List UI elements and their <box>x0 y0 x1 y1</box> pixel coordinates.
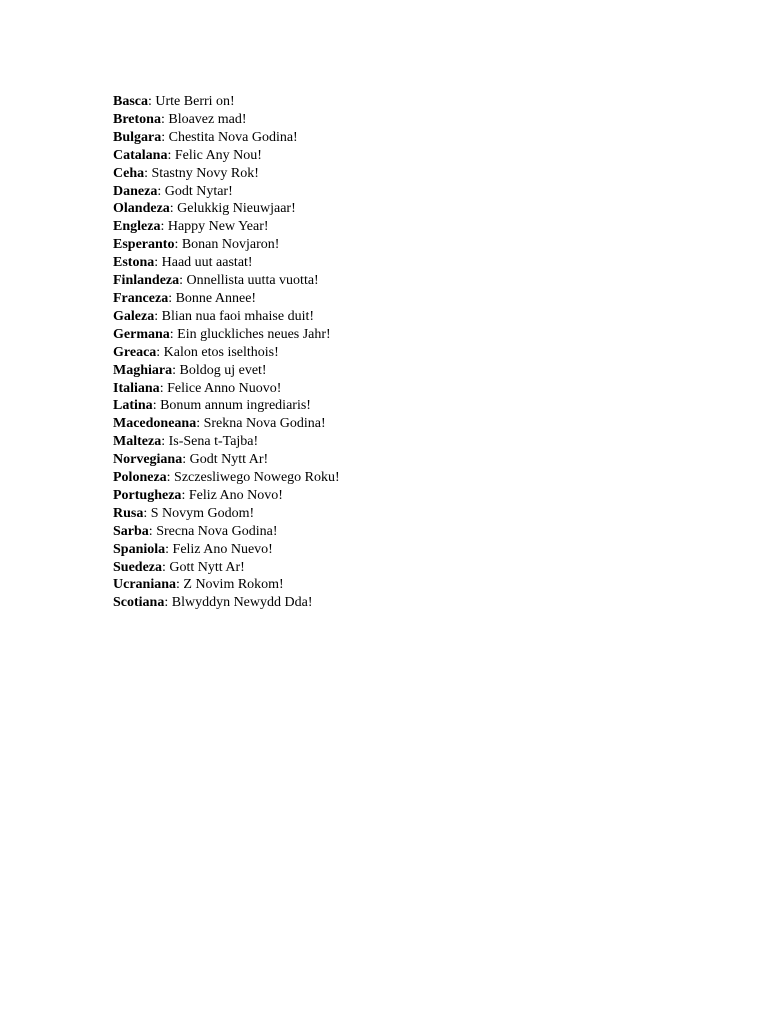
greeting-text: Srecna Nova Godina! <box>156 523 278 539</box>
language-name: Engleza <box>113 219 161 235</box>
language-name: Portugheza <box>113 487 182 503</box>
greeting-line <box>113 147 340 165</box>
greeting-text: Blwyddyn Newydd Dda! <box>171 595 313 611</box>
greeting-text: S Novym Godom! <box>150 505 255 521</box>
greeting-line <box>113 594 340 612</box>
language-name: Franceza <box>113 290 169 306</box>
greeting-text: Bonne Annee! <box>175 290 257 306</box>
separator: : <box>169 326 178 342</box>
greeting-line <box>113 218 340 236</box>
separator: : <box>196 416 204 432</box>
separator: : <box>169 201 178 217</box>
language-name: Esperanto <box>113 237 175 253</box>
language-name: Olandeza <box>113 201 170 217</box>
greeting-text: Bonan Novjaron! <box>181 237 280 253</box>
greeting-text: Kalon etos iselthois! <box>163 344 279 360</box>
separator: : <box>152 398 161 414</box>
language-name: Maghiara <box>113 362 173 378</box>
greeting-line <box>113 559 340 577</box>
separator: : <box>157 183 165 199</box>
greeting-line <box>113 344 340 362</box>
separator: : <box>181 487 189 503</box>
greeting-line <box>113 129 340 147</box>
separator: : <box>179 273 187 289</box>
language-name: Macedoneana <box>113 416 197 432</box>
separator: : <box>161 434 169 450</box>
greeting-text: Felic Any Nou! <box>174 147 262 163</box>
greeting-text: Is-Sena t-Tajba! <box>168 434 259 450</box>
language-name: Ucraniana <box>113 577 176 593</box>
greeting-line <box>113 200 340 218</box>
language-name: Rusa <box>113 505 144 521</box>
separator: : <box>156 344 164 360</box>
language-name: Bulgara <box>113 129 162 145</box>
greeting-text: Urte Berri on! <box>155 94 235 109</box>
greeting-text: Chestita Nova Godina! <box>168 129 298 145</box>
greeting-text: Godt Nytt Ar! <box>189 452 269 468</box>
greeting-line <box>113 362 340 380</box>
greeting-line <box>113 183 340 201</box>
greeting-line <box>113 469 340 487</box>
language-name: Finlandeza <box>113 273 180 289</box>
language-name: Bretona <box>113 111 161 127</box>
separator: : <box>182 452 190 468</box>
greeting-line <box>113 326 340 344</box>
separator: : <box>176 577 184 593</box>
greeting-line <box>113 505 340 523</box>
language-name: Norvegiana <box>113 452 183 468</box>
greeting-line <box>113 93 340 111</box>
separator: : <box>148 523 157 539</box>
greeting-line <box>113 111 340 129</box>
greeting-text: Gelukkig Nieuwjaar! <box>177 201 296 217</box>
language-name: Scotiana <box>113 595 165 611</box>
language-name: Spaniola <box>113 541 166 557</box>
separator: : <box>160 219 168 235</box>
greeting-text: Feliz Ano Novo! <box>188 487 283 503</box>
language-name: Italiana <box>113 380 160 396</box>
language-name: Germana <box>113 326 170 342</box>
language-name: Greaca <box>113 344 157 360</box>
language-name: Basca <box>113 94 148 109</box>
greeting-line <box>113 290 340 308</box>
greeting-text: Onnellista uutta vuotta! <box>186 273 319 289</box>
greeting-text: Bonum annum ingrediaris! <box>160 398 311 414</box>
greeting-text: Bloavez mad! <box>168 111 247 127</box>
separator: : <box>143 505 151 521</box>
greeting-line <box>113 433 340 451</box>
language-name: Ceha <box>113 165 145 181</box>
language-name: Daneza <box>113 183 158 199</box>
separator: : <box>174 237 182 253</box>
greeting-line <box>113 451 340 469</box>
greeting-text: Haad uut aastat! <box>161 255 253 271</box>
language-name: Galeza <box>113 308 155 324</box>
separator: : <box>168 290 176 306</box>
greeting-text: Stastny Novy Rok! <box>151 165 259 181</box>
greeting-line <box>113 415 340 433</box>
greeting-line <box>113 236 340 254</box>
greeting-text: Z Novim Rokom! <box>183 577 284 593</box>
greeting-text: Felice Anno Nuovo! <box>167 380 282 396</box>
separator: : <box>167 147 175 163</box>
greeting-text: Gott Nytt Ar! <box>169 559 245 575</box>
separator: : <box>154 255 162 271</box>
greeting-line <box>113 165 340 183</box>
greeting-line <box>113 397 340 415</box>
language-name: Catalana <box>113 147 168 163</box>
language-name: Poloneza <box>113 470 167 486</box>
separator: : <box>154 308 162 324</box>
separator: : <box>164 595 172 611</box>
language-name: Suedeza <box>113 559 162 575</box>
greetings-list <box>113 93 340 612</box>
greeting-text: Szczesliwego Nowego Roku! <box>174 470 340 486</box>
language-name: Estona <box>113 255 155 271</box>
separator: : <box>144 165 152 181</box>
separator: : <box>161 129 169 145</box>
greeting-line <box>113 254 340 272</box>
separator: : <box>162 559 170 575</box>
separator: : <box>159 380 168 396</box>
greeting-line <box>113 523 340 541</box>
separator: : <box>160 111 169 127</box>
greeting-text: Godt Nytar! <box>164 183 233 199</box>
greeting-text: Feliz Ano Nuevo! <box>172 541 273 557</box>
greeting-line <box>113 272 340 290</box>
separator: : <box>172 362 180 378</box>
greeting-line <box>113 576 340 594</box>
greeting-text: Blian nua faoi mhaise duit! <box>161 308 315 324</box>
greeting-text: Srekna Nova Godina! <box>203 416 326 432</box>
greeting-text: Boldog uj evet! <box>179 362 267 378</box>
separator: : <box>166 470 175 486</box>
language-name: Malteza <box>113 434 162 450</box>
greeting-text: Happy New Year! <box>167 219 269 235</box>
greeting-line <box>113 541 340 559</box>
language-name: Sarba <box>113 523 149 539</box>
greeting-line <box>113 487 340 505</box>
greeting-line <box>113 380 340 398</box>
language-name: Latina <box>113 398 153 414</box>
separator: : <box>148 94 156 109</box>
separator: : <box>165 541 173 557</box>
greeting-text: Ein gluckliches neues Jahr! <box>177 326 331 342</box>
greeting-line <box>113 308 340 326</box>
